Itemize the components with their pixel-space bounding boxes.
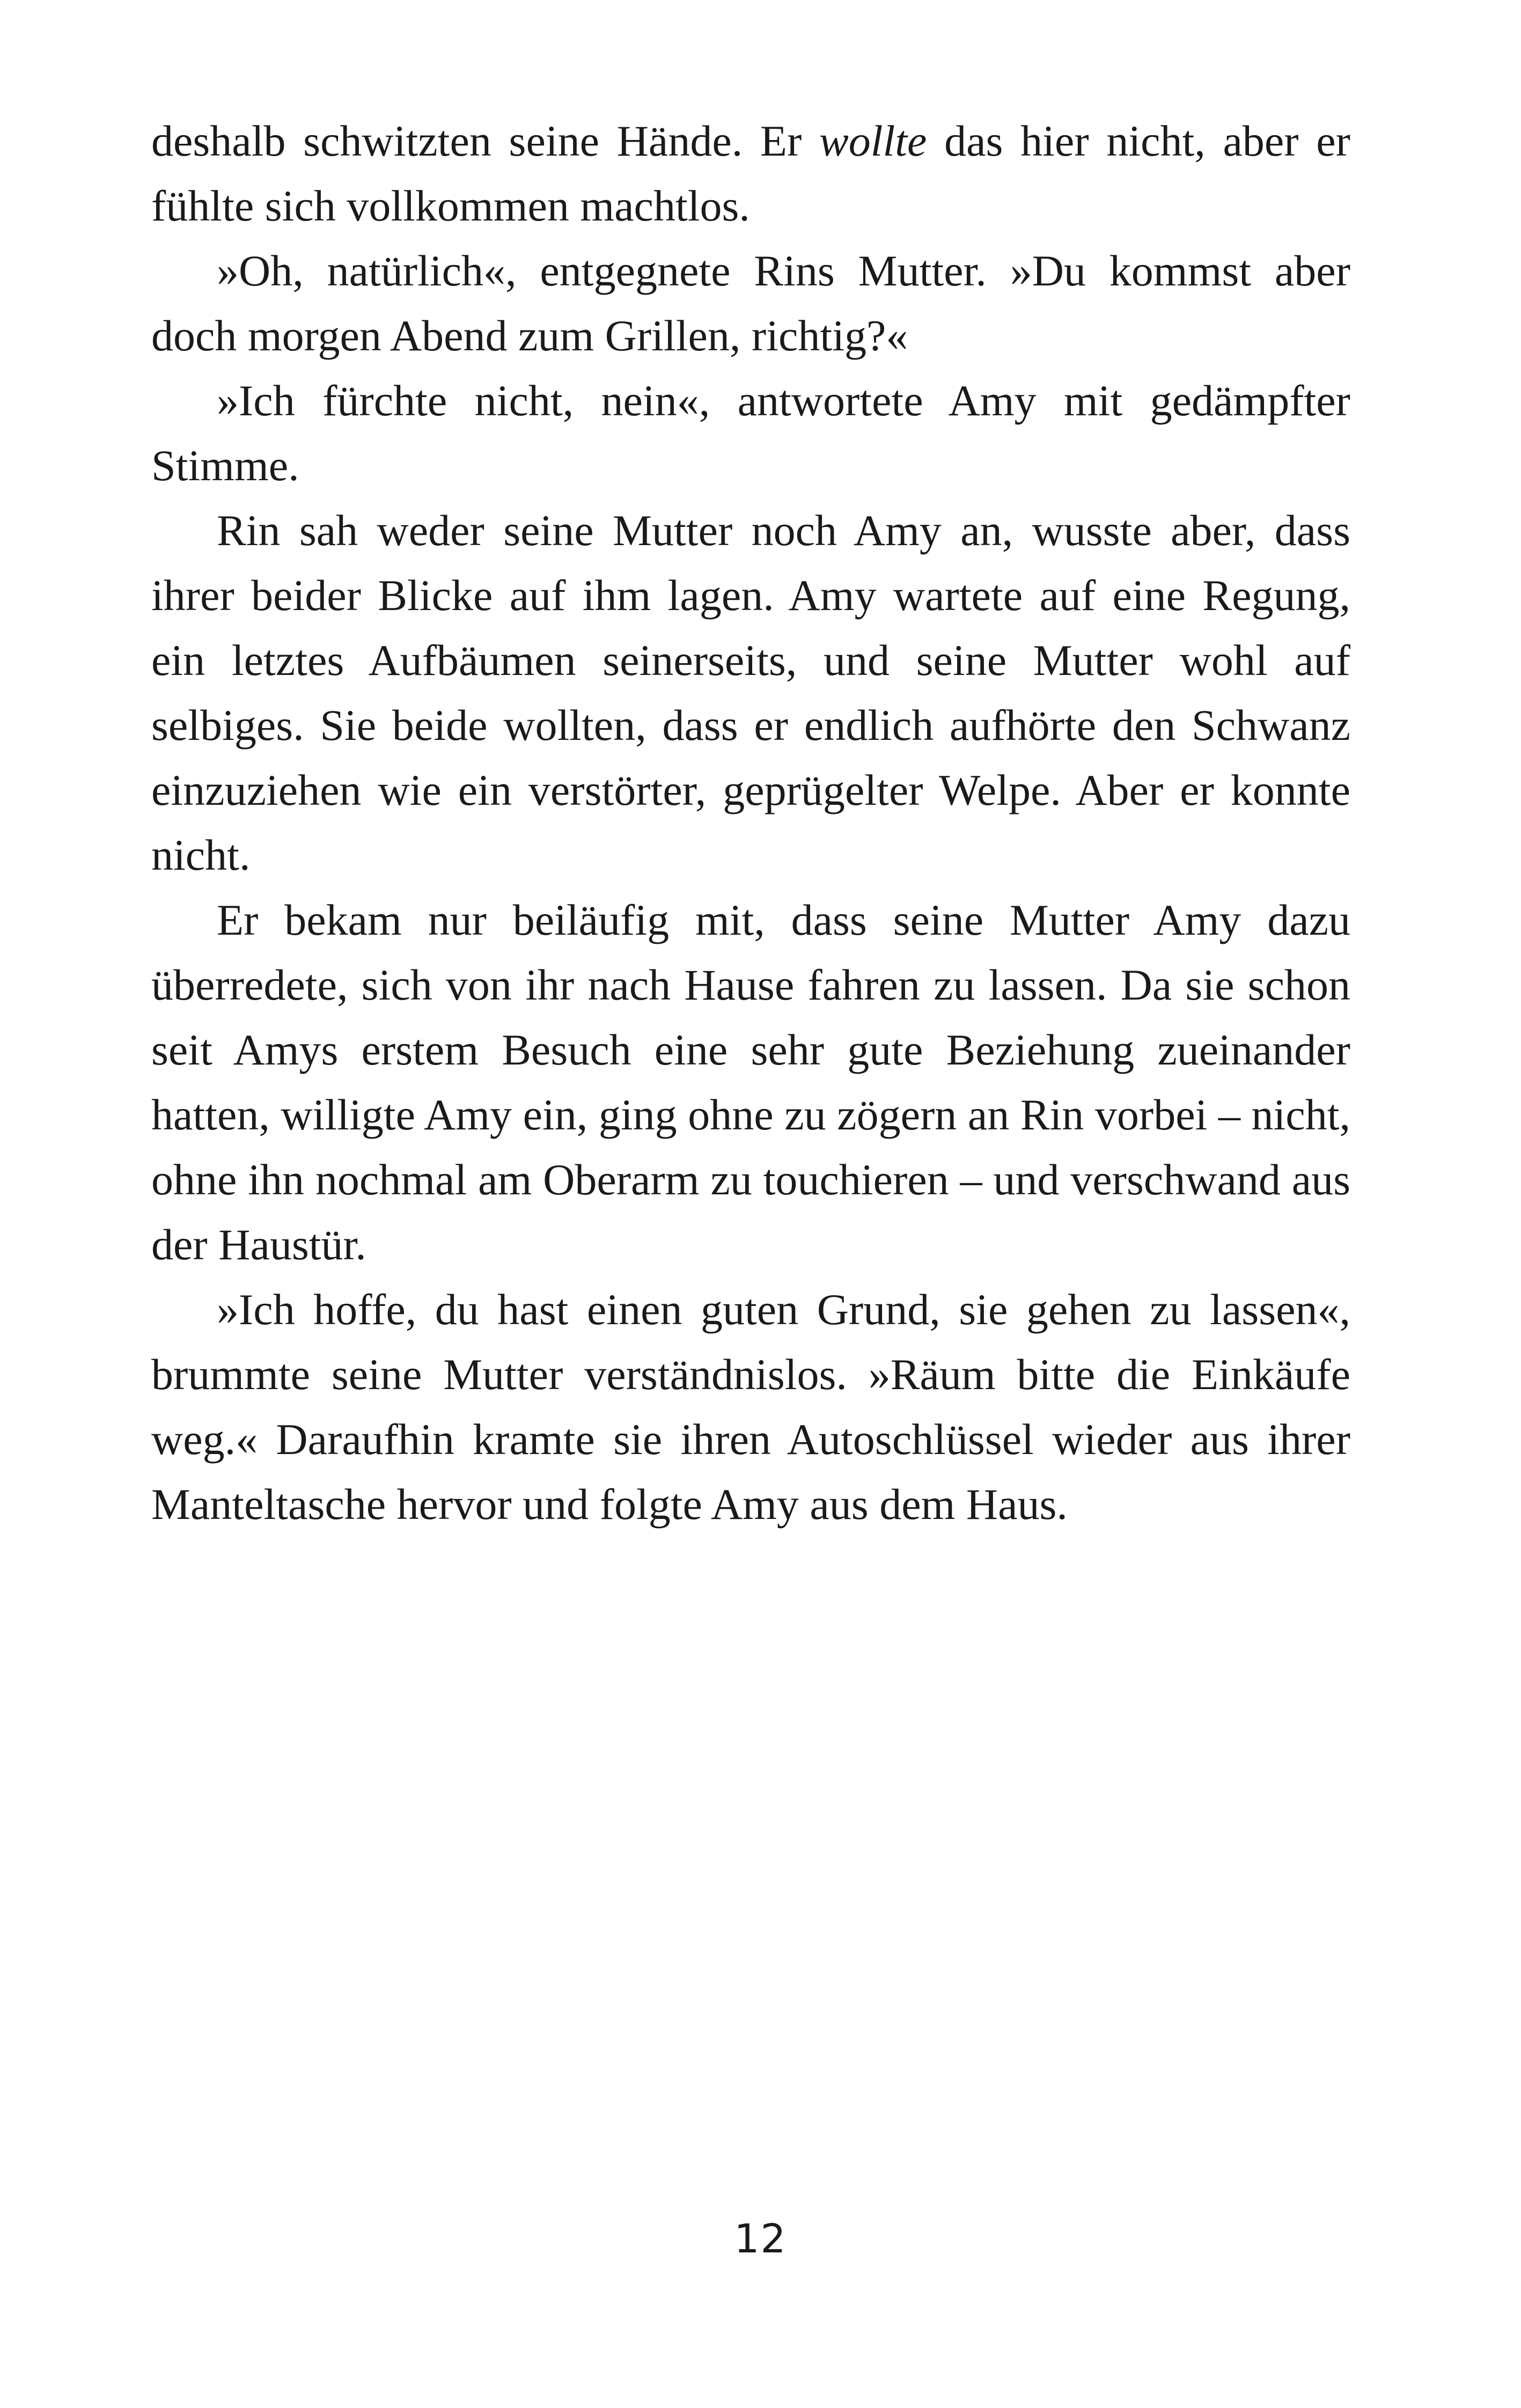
- paragraph-4: Rin sah weder seine Mutter noch Amy an, wusste aber, dass ihrer beider Blicke auf ihm lagen. Amy wartete auf eine Regung, ein letztes Aufbäumen seinerseits, und seine Mutter wohl auf selbiges. Sie beide wollten, dass er endlich aufhörte den Schwanz einzuziehen wie ein verstörter, geprügelter Welpe. Aber er konnte nicht.: [151, 506, 1350, 879]
- page-number: 12: [734, 2216, 787, 2262]
- paragraph-1-text-start: deshalb schwitzten seine Hände. Er: [151, 116, 820, 165]
- paragraph-2: »Oh, natürlich«, entgegnete Rins Mutter. »Du kommst aber doch morgen Abend zum Grillen, richtig?«: [151, 246, 1350, 360]
- paragraph-1: [151, 108, 1350, 238]
- paragraph-6: »Ich hoffe, du hast einen guten Grund, sie gehen zu lassen«, brummte seine Mutter verständnislos. »Räum bitte die Einkäufe weg.« Daraufhin kramte sie ihren Autoschlüssel wieder aus ihrer Manteltasche hervor und folgte Amy aus dem Haus.: [151, 1285, 1350, 1529]
- paragraph-3: »Ich fürchte nicht, nein«, antwortete Amy mit gedämpfter Stimme.: [151, 376, 1350, 490]
- body-text: [151, 108, 1350, 1537]
- paragraph-1-emphasis: wollte: [819, 116, 927, 165]
- paragraph-5: Er bekam nur beiläufig mit, dass seine Mutter Amy dazu überredete, sich von ihr nach Hause fahren zu lassen. Da sie schon seit Amys erstem Besuch eine sehr gute Beziehung zueinander hatten, willigte Amy ein, ging ohne zu zögern an Rin vorbei – nicht, ohne ihn nochmal am Oberarm zu touchieren – und verschwand aus der Haustür.: [151, 895, 1350, 1269]
- paragraph-1-text-end: das hier nicht, aber er fühlte sich vollkommen machtlos.: [151, 116, 1350, 230]
